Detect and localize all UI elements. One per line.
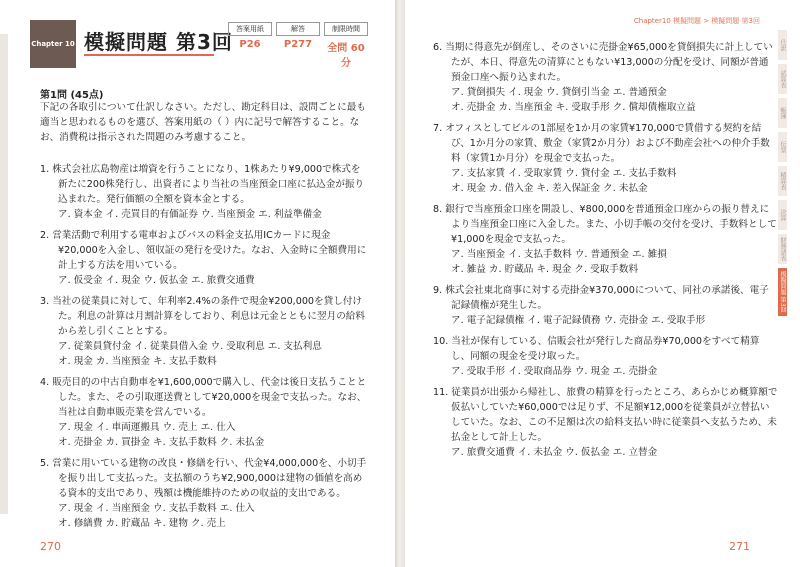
margin-decoration (0, 34, 8, 514)
chapter-badge: Chapter 10 (30, 20, 76, 68)
question-item: 10. 当社が保有している、信販会社が発行した商品券¥70,000をすべて精算し、同額の現金を受け取った。 ア. 受取手形 イ. 受取商品券 ウ. 現金 エ. 売掛金 (433, 336, 760, 377)
question-item: 6. 当期に得意先が倒産し、そのさいに売掛金¥65,000を貸倒損失に計上していたが、本日、得意先の清算にともない¥13,000の分配を受け、同額が普通預金口座へ振り込まれた。 ア. 貸倒損失 イ. 現金 ウ. 貸倒引当金 エ. 普通預金 オ. 売掛金 カ. 当座預金 キ. 受取手形 ク. 償却債権取立益 (433, 42, 773, 113)
chapter-index-tabs (778, 30, 800, 320)
running-head: Chapter10 模擬問題 > 模擬問題 第3回 (633, 17, 760, 25)
question-list (433, 40, 778, 466)
question-item: 7. オフィスとしてビルの1部屋を1か月の家賃¥170,000で賃借する契約を結び、1か月分の家賃、敷金（家賃2か月分）および不動産会社への仲介手数料（家賃1か月分）を現金で支払った。 ア. 支払家賃 イ. 受取家賃 ウ. 貸付金 エ. 支払手数料 オ. 現金 カ. 借入金 キ. 差入保証金 ク. 未払金 (433, 123, 770, 194)
question-item: 3. 当社の従業員に対して、年利率2.4%の条件で現金¥200,000を貸し付けた。利息の計算は月割計算をしており、利息は元金とともに翌月の給料から差し引くこととする。 ア. 従業員貸付金 イ. 従業員借入金 ウ. 受取利息 エ. 支払利息 オ. 現金 カ. 当座預金 キ. 支払手数料 (40, 296, 365, 367)
right-page (405, 0, 800, 567)
question-item: 5. 営業に用いている建物の改良・修繕を行い、代金¥4,000,000を、小切手を振り出して支払った。支払額のうち¥2,900,000は建物の価値を高める資本的支出であり、残額は機能維持のための収益的支出である。 ア. 現金 イ. 当座預金 ウ. 支払手数料 エ. 仕入 オ. 修繕費 カ. 貯蔵品 キ. 建物 ク. 売上 (40, 458, 367, 529)
left-page (0, 0, 395, 567)
answer-ref: 解答 P277 (276, 22, 320, 50)
side-tab[interactable]: 精算表 (778, 166, 787, 196)
question-list (40, 162, 370, 537)
side-tab-active[interactable]: 模擬問題 第3回 (778, 268, 787, 316)
side-tab[interactable]: 仕訳 (778, 30, 787, 60)
side-tab[interactable]: 試算表 (778, 64, 787, 94)
side-tab[interactable]: 決算 (778, 200, 787, 230)
page-number: 271 (729, 540, 750, 553)
title-underline (84, 54, 214, 56)
answer-sheet-ref: 答案用紙 P26 (228, 22, 272, 50)
side-tab[interactable]: 伝票 (778, 132, 787, 162)
side-tab[interactable]: 帳簿 (778, 98, 787, 128)
question-item: 1. 株式会社広島物産は増資を行うことになり、1株あたり¥9,000で株式を新たに200株発行し、出資者により当社の当座預金口座に払込金が振り込まれた。発行価額の全額を資本金とする。 ア. 資本金 イ. 売買目的有価証券 ウ. 当座預金 エ. 利益準備金 (40, 164, 365, 220)
side-tab[interactable]: 財務諸表 (778, 234, 787, 264)
question-item: 4. 販売目的の中古自動車を¥1,600,000で購入し、代金は後日支払うこととした。また、その引取運送費として¥20,000を現金で支払った。なお、当社は自動車販売業を営んでいる。 ア. 現金 イ. 車両運搬具 ウ. 売上 エ. 仕入 オ. 売掛金 カ. 買掛金 キ. 支払手数料 ク. 未払金 (40, 377, 367, 448)
page-title: 模擬問題 第3回 (84, 30, 233, 54)
question-item: 9. 株式会社東北商事に対する売掛金¥370,000について、同社の承諾後、電子記録債権が発生した。 ア. 電子記録債権 イ. 電子記録債務 ウ. 売掛金 エ. 受取手形 (433, 285, 769, 326)
problem-instructions: 下記の各取引について仕訳しなさい。ただし、勘定科目は、設問ごとに最も適当と思われるものを選び、答案用紙の（ ）内に記号で解答すること。なお、消費税は指示された問題のみ考慮すること。 (40, 102, 366, 143)
question-item: 2. 営業活動で利用する電車およびバスの料金支払用ICカードに現金¥20,000を入金し、領収証の発行を受けた。なお、入金時に全額費用に計上する方法を用いている。 ア. 仮受金 イ. 現金 ウ. 仮払金 エ. 旅費交通費 (40, 230, 367, 286)
question-item: 8. 銀行で当座預金口座を開設し、¥800,000を普通預金口座からの振り替えにより当座預金口座に入金した。また、小切手帳の交付を受け、手数料として¥1,000を現金で支払った。 ア. 当座預金 イ. 支払手数料 ウ. 普通預金 エ. 雑損 オ. 雑益 カ. 貯蔵品 キ. 現金 ク. 受取手数料 (433, 204, 777, 275)
book-gutter (395, 0, 405, 567)
question-item: 11. 従業員が出張から帰社し、旅費の精算を行ったところ、あらかじめ概算額で仮払いしていた¥60,000では足りず、不足額¥12,000を従業員が立替払いしていた。なお、この不足額は次の給料支払い時に従業員へ支払うため、未払金として計上した。 ア. 旅費交通費 イ. 未払金 ウ. 仮払金 エ. 立替金 (433, 387, 778, 458)
time-limit-ref: 制限時間 全問 60分 (324, 22, 368, 69)
problem-heading: 第1問 (45点) (40, 90, 104, 101)
page-number: 270 (40, 540, 61, 553)
